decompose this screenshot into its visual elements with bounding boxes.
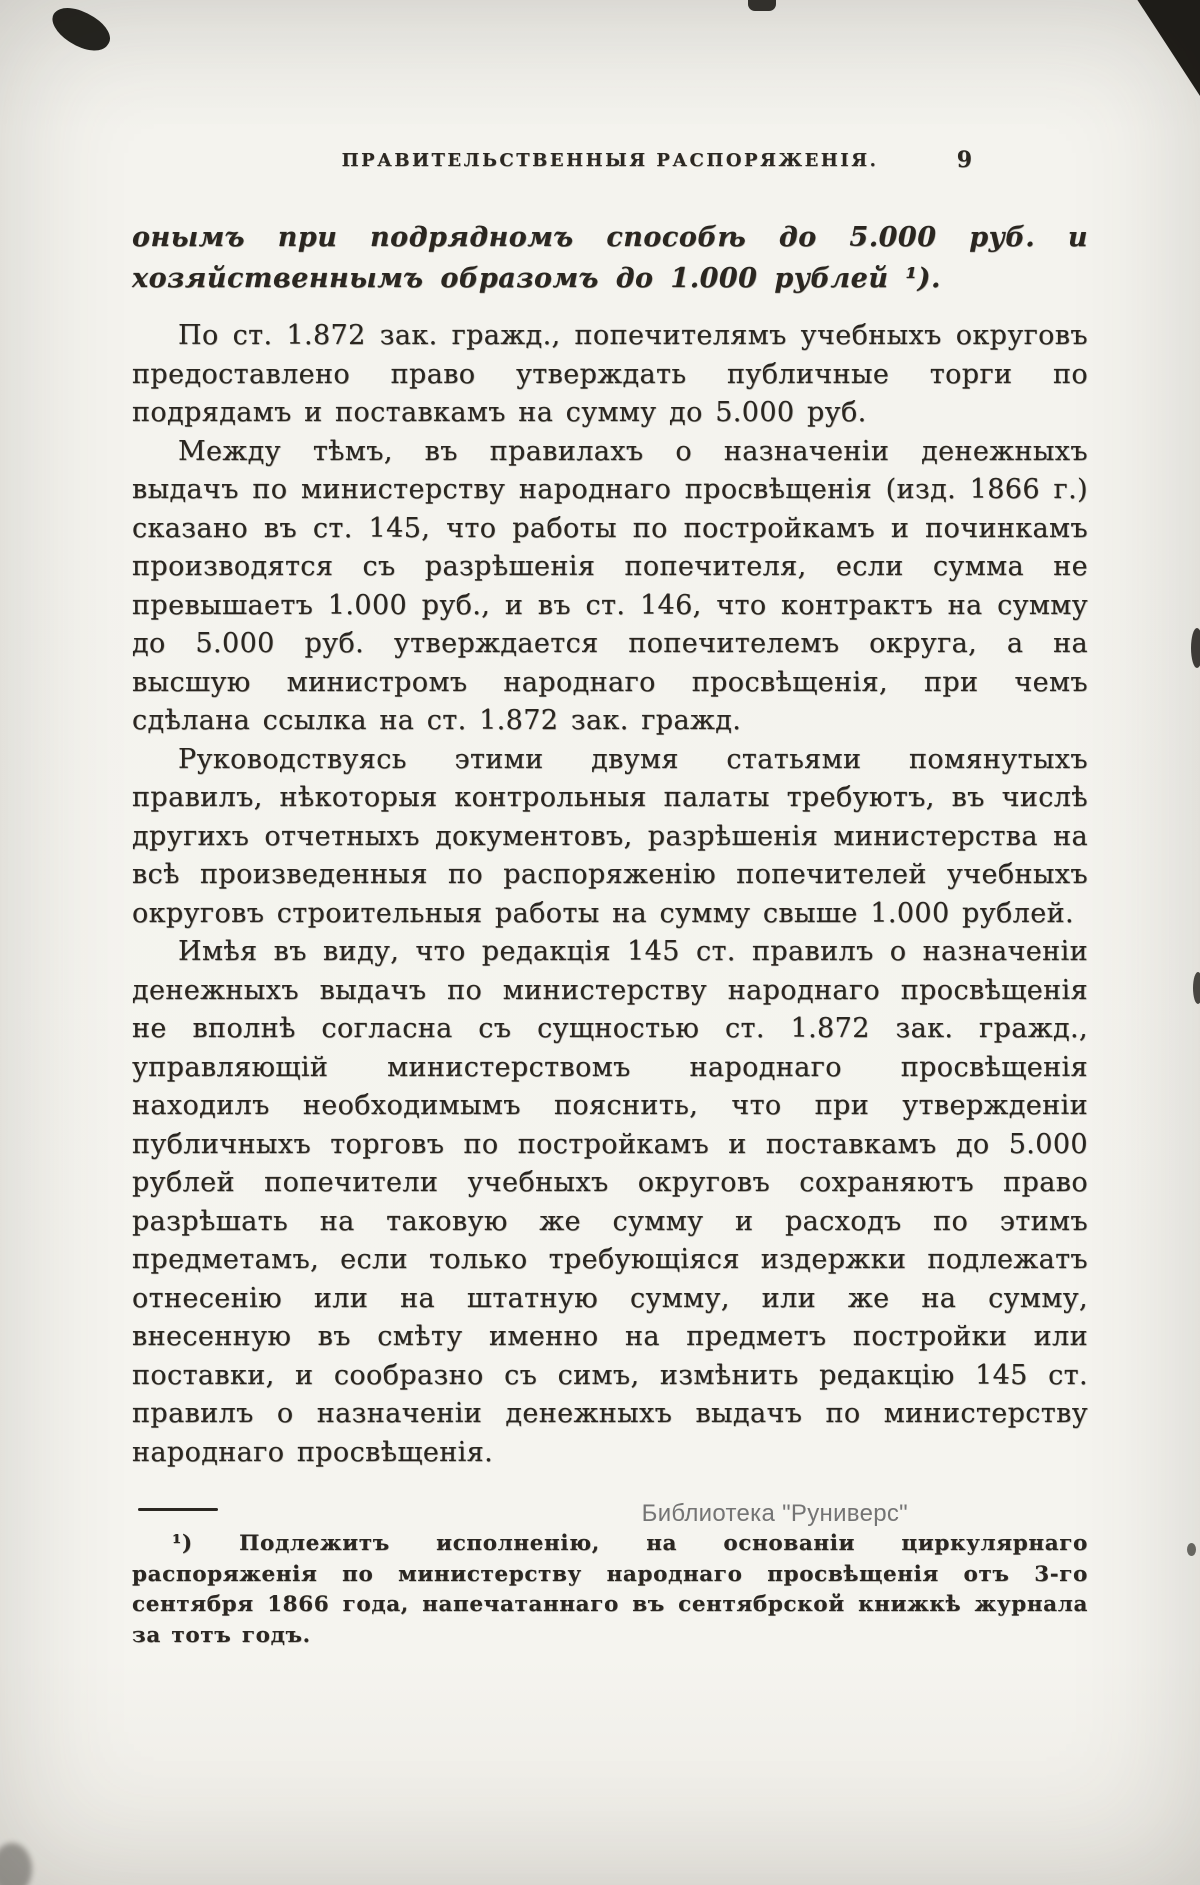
text-block	[132, 147, 1088, 1651]
scan-artifact-top-left	[46, 0, 117, 60]
scan-artifact-right-edge-1	[1191, 628, 1200, 668]
lead-continuation-paragraph: онымъ при подрядномъ способѣ до 5.000 руб. и хозяйственнымъ образомъ до 1.000 рублей ¹).	[132, 222, 1088, 294]
page-header	[132, 147, 1088, 173]
library-watermark: Библиотека "Руниверс"	[641, 1500, 908, 1527]
footnote-text: ¹) Подлежитъ исполненію, на основаніи циркулярнаго распоряженія по министерству народнаго просвѣщенія отъ 3-го сентября 1866 года, напечатаннаго въ сентябрской книжкѣ журнала за тотъ годъ.	[132, 1531, 1088, 1648]
scan-artifact-top-notch	[748, 0, 776, 11]
running-title: ПРАВИТЕЛЬСТВЕННЫЯ РАСПОРЯЖЕНІЯ.	[341, 150, 879, 171]
paragraph-4: Имѣя въ виду, что редакція 145 ст. правилъ о назначеніи денежныхъ выдачъ по министерству народнаго просвѣщенія не вполнѣ согласна съ сущностью ст. 1.872 зак. гражд., управляющій министерствомъ народнаго просвѣщенія находилъ необходимымъ пояснить, что при утвержденіи публичныхъ торговъ по постройкамъ и поставкамъ до 5.000 рублей попечители учебныхъ округовъ сохраняютъ право разрѣшать на таковую же сумму и расходъ по этимъ предметамъ, если только требующіяся издержки подлежатъ отнесенію или на штатную сумму, или же на сумму, внесенную въ смѣту именно на предметъ постройки или поставки, и сообразно съ симъ, измѣнить редакцію 145 ст. правилъ о назначеніи денежныхъ выдачъ по министерству народнаго просвѣщенія.	[132, 936, 1088, 1468]
scan-artifact-top-right	[1132, 0, 1200, 96]
scan-artifact-bottom-left	[0, 1843, 32, 1885]
page-number: 9	[956, 147, 972, 173]
scan-artifact-right-edge-2	[1193, 972, 1200, 1004]
paragraph-1: По ст. 1.872 зак. гражд., попечителямъ учебныхъ округовъ предоставлено право утверждать публичные торги по подрядамъ и поставкамъ на сумму до 5.000 руб.	[132, 320, 1088, 428]
paragraph-3: Руководствуясь этими двумя статьями помянутыхъ правилъ, нѣкоторыя контрольныя палаты требуютъ, въ числѣ другихъ отчетныхъ документовъ, разрѣшенія министерства на всѣ произведенныя по распоряженію попечителей учебныхъ округовъ строительныя работы на сумму свыше 1.000 рублей.	[132, 743, 1088, 929]
footnote-rule	[138, 1508, 218, 1511]
scan-artifact-right-edge-3	[1187, 1543, 1196, 1556]
paragraph-2: Между тѣмъ, въ правилахъ о назначеніи денежныхъ выдачъ по министерству народнаго просвѣщенія (изд. 1866 г.) сказано въ ст. 145, что работы по постройкамъ и починкамъ производятся съ разрѣшенія попечителя, если сумма не превышаетъ 1.000 руб., и въ ст. 146, что контрактъ на сумму до 5.000 руб. утверждается попечителемъ округа, а на высшую министромъ народнаго просвѣщенія, при чемъ сдѣлана ссылка на ст. 1.872 зак. гражд.	[132, 435, 1088, 736]
